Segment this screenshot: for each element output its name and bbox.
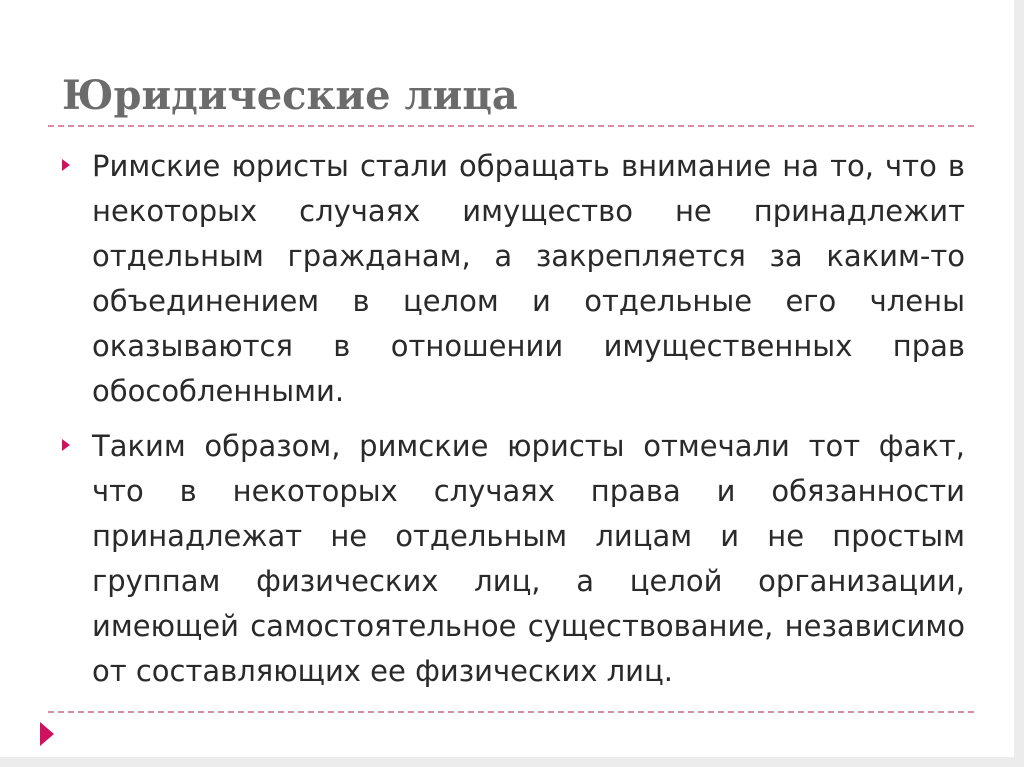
footer-divider bbox=[48, 711, 974, 713]
bullet-text: Таким образом, римские юристы отмечали тот факт, что в некоторых случаях права и обязанности принадлежат не отдельным лицам и не простым группам физических лиц, а целой организации, имеющей самостоятельное существование, независимо от составляющих ее физических лиц. bbox=[92, 429, 965, 688]
bullet-text: Римские юристы стали обращать внимание на то, что в некоторых случаях имущество не принадлежит отдельным гражданам, а закрепляется за каким-то объединением в целом и отдельные его члены оказываются в отношении имущественных прав обособленными. bbox=[92, 149, 965, 408]
title-divider bbox=[48, 125, 974, 127]
triangle-bullet-icon bbox=[62, 159, 70, 171]
play-triangle-icon bbox=[40, 722, 54, 746]
triangle-bullet-icon bbox=[62, 439, 70, 451]
slide-content bbox=[62, 144, 965, 704]
slide-title: Юридические лица bbox=[62, 72, 518, 119]
bullet-item bbox=[62, 424, 965, 694]
bullet-item bbox=[62, 144, 965, 414]
